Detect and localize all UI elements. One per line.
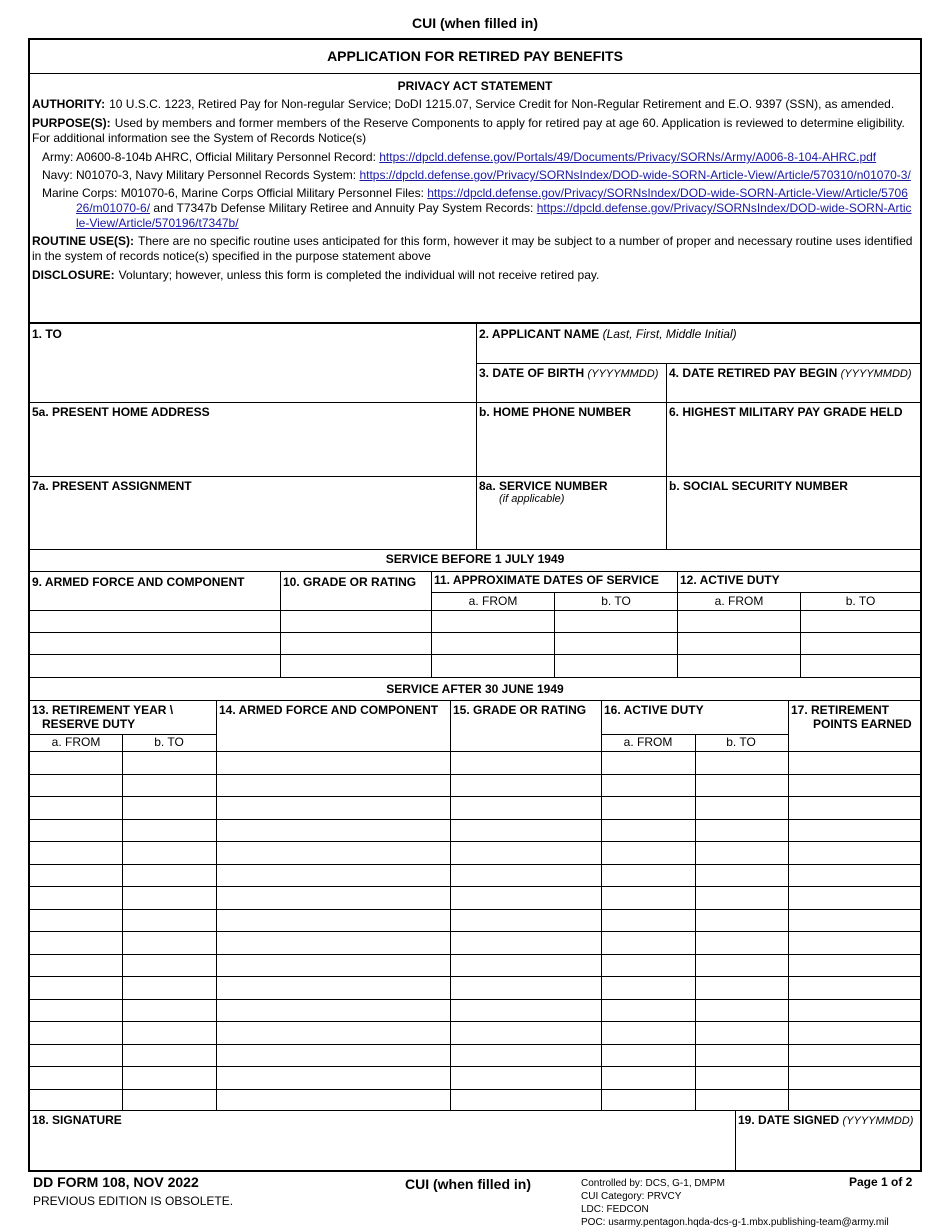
navy-sorn-link[interactable]: https://dpcld.defense.gov/Privacy/SORNsIndex/DOD-wide-SORN-Article-View/Article/570310/n01070-3/ [359, 168, 911, 182]
form-frame [28, 38, 922, 1172]
col-12-header: 12. ACTIVE DUTY [680, 573, 780, 587]
col-13b-to: b. TO [154, 735, 184, 749]
col-10-header: 10. GRADE OR RATING [283, 575, 417, 589]
purpose-paragraph [32, 116, 916, 146]
table-row-line [30, 954, 920, 955]
highest-grade-field[interactable]: 6. HIGHEST MILITARY PAY GRADE HELD [669, 405, 903, 419]
purpose-label: PURPOSE(S): [32, 116, 111, 130]
form-id: DD FORM 108, NOV 2022 [33, 1174, 199, 1190]
marine-sorn: Marine Corps: M01070-6, Marine Corps Official Military Personnel Files: https://dpcld.defense.gov/Privacy/SORNsIndex/DOD-wide-SORN-Article-View/Article/570626/m01070-6/ and T7347b Defense Military Retiree and Annuity Pay System Records: https://dpcld.defense.gov/Privacy/SORNsIndex/DOD-wide-SORN-Article-View/Article/570196/t7347b/ [42, 186, 912, 230]
privacy-heading: PRIVACY ACT STATEMENT [397, 79, 553, 93]
disclosure-paragraph: DISCLOSURE: Voluntary; however, unless this form is completed the individual will not receive retired pay. [32, 268, 600, 282]
page-number: Page 1 of 2 [849, 1175, 913, 1189]
table-row-line [30, 886, 920, 887]
table-row-line [30, 999, 920, 1000]
home-address-field[interactable]: 5a. PRESENT HOME ADDRESS [32, 405, 210, 419]
table-row-line [30, 1089, 920, 1090]
table-row-line [30, 931, 920, 932]
cui-category: CUI Category: PRVCY [581, 1191, 682, 1202]
before-1949-rows[interactable] [30, 611, 920, 677]
authority-text: 10 U.S.C. 1223, Retired Pay for Non-regular Service; DoDI 1215.07, Service Credit for Non-Regular Retirement and E.O. 9397 (SSN), as amended. [109, 97, 895, 111]
retired-pay-begin-field[interactable]: 4. DATE RETIRED PAY BEGIN (YYYYMMDD) [669, 366, 912, 380]
before-1949-heading: SERVICE BEFORE 1 JULY 1949 [385, 552, 565, 566]
cui-header: CUI (when filled in) [412, 15, 538, 31]
army-sorn-link[interactable]: https://dpcld.defense.gov/Portals/49/Documents/Privacy/SORNs/Army/A006-8-104-AHRC.pdf [379, 150, 877, 164]
col-12a-from: a. FROM [714, 594, 764, 608]
disclosure-label: DISCLOSURE: [32, 268, 115, 282]
applicant-name-field[interactable]: 2. APPLICANT NAME (Last, First, Middle Initial) [479, 327, 737, 341]
controlled-by: Controlled by: DCS, G-1, DMPM [581, 1178, 725, 1189]
navy-sorn: Navy: N01070-3, Navy Military Personnel Records System: https://dpcld.defense.gov/Privacy/SORNsIndex/DOD-wide-SORN-Article-View/Article/570310/n01070-3/ [42, 168, 911, 182]
col-13-header: 13. RETIREMENT YEAR \ RESERVE DUTY [32, 703, 174, 731]
col-14-header: 14. ARMED FORCE AND COMPONENT [219, 703, 439, 717]
marine-sorn-link-1[interactable]: https://dpcld.defense.gov/Privacy/SORNsIndex/DOD-wide-SORN-Article-View/Article/570626/m01070-6/ [76, 186, 908, 215]
table-row-line [30, 751, 920, 752]
date-signed-field[interactable]: 19. DATE SIGNED (YYYYMMDD) [738, 1113, 914, 1127]
cui-footer: CUI (when filled in) [405, 1176, 531, 1192]
table-row-line [30, 976, 920, 977]
col-16a-from: a. FROM [623, 735, 673, 749]
col-11b-to: b. TO [601, 594, 631, 608]
col-16b-to: b. TO [726, 735, 756, 749]
service-number-field[interactable]: 8a. SERVICE NUMBER (if applicable) [479, 479, 608, 505]
obsolete-note: PREVIOUS EDITION IS OBSOLETE. [33, 1194, 234, 1208]
routine-use-paragraph: ROUTINE USE(S): There are no specific routine uses anticipated for this form, however it may be subject to a number of proper and necessary routine uses identified in the system of records notice(s) specified in the purpose statement above [32, 234, 913, 263]
table-row-line [30, 841, 920, 842]
col-11a-from: a. FROM [468, 594, 518, 608]
col-16-header: 16. ACTIVE DUTY [604, 703, 704, 717]
routine-label: ROUTINE USE(S): [32, 234, 134, 248]
poc: POC: usarmy.pentagon.hqda-dcs-g-1.mbx.publishing-team@army.mil [581, 1217, 889, 1228]
to-field[interactable]: 1. TO [32, 327, 62, 341]
privacy-act-statement [30, 74, 920, 324]
table-row-line [30, 796, 920, 797]
col-17-header: 17. RETIREMENT POINTS EARNED [791, 703, 912, 731]
col-13a-from: a. FROM [51, 735, 101, 749]
signature-field[interactable]: 18. SIGNATURE [32, 1113, 122, 1127]
form-title: APPLICATION FOR RETIRED PAY BENEFITS [30, 40, 920, 74]
table-row-line [30, 774, 920, 775]
col-15-header: 15. GRADE OR RATING [453, 703, 587, 717]
authority-label: AUTHORITY: [32, 97, 106, 111]
army-sorn: Army: A0600-8-104b AHRC, Official Military Personnel Record: https://dpcld.defense.gov/Portals/49/Documents/Privacy/SORNs/Army/A006-8-104-AHRC.pdf [42, 150, 877, 164]
control-block [581, 1177, 889, 1229]
table-row-line [30, 864, 920, 865]
date-of-birth-field[interactable]: 3. DATE OF BIRTH (YYYYMMDD) [479, 366, 659, 380]
after-1949-heading: SERVICE AFTER 30 JUNE 1949 [386, 682, 564, 696]
ssn-field[interactable]: b. SOCIAL SECURITY NUMBER [669, 479, 848, 493]
home-phone-field[interactable]: b. HOME PHONE NUMBER [479, 405, 632, 419]
ldc: LDC: FEDCON [581, 1204, 649, 1215]
present-assignment-field[interactable]: 7a. PRESENT ASSIGNMENT [32, 479, 192, 493]
marine-sorn-link-2[interactable]: https://dpcld.defense.gov/Privacy/SORNsIndex/DOD-wide-SORN-Article-View/Article/570196/t7347b/ [76, 201, 912, 230]
col-9-header: 9. ARMED FORCE AND COMPONENT [32, 575, 245, 589]
purpose-text: Used by members and former members of the Reserve Components to apply for retired pay at age 60. Application is reviewed to determine eligibility. For additional information see the System of Records Notice(s) [32, 116, 905, 145]
col-11-header: 11. APPROXIMATE DATES OF SERVICE [434, 573, 659, 587]
table-row-line [30, 1021, 920, 1022]
authority-paragraph [32, 97, 916, 112]
table-row-line [30, 1044, 920, 1045]
table-row-line [30, 909, 920, 910]
table-row-line [30, 819, 920, 820]
table-row-line [30, 1066, 920, 1067]
col-12b-to: b. TO [845, 594, 876, 608]
